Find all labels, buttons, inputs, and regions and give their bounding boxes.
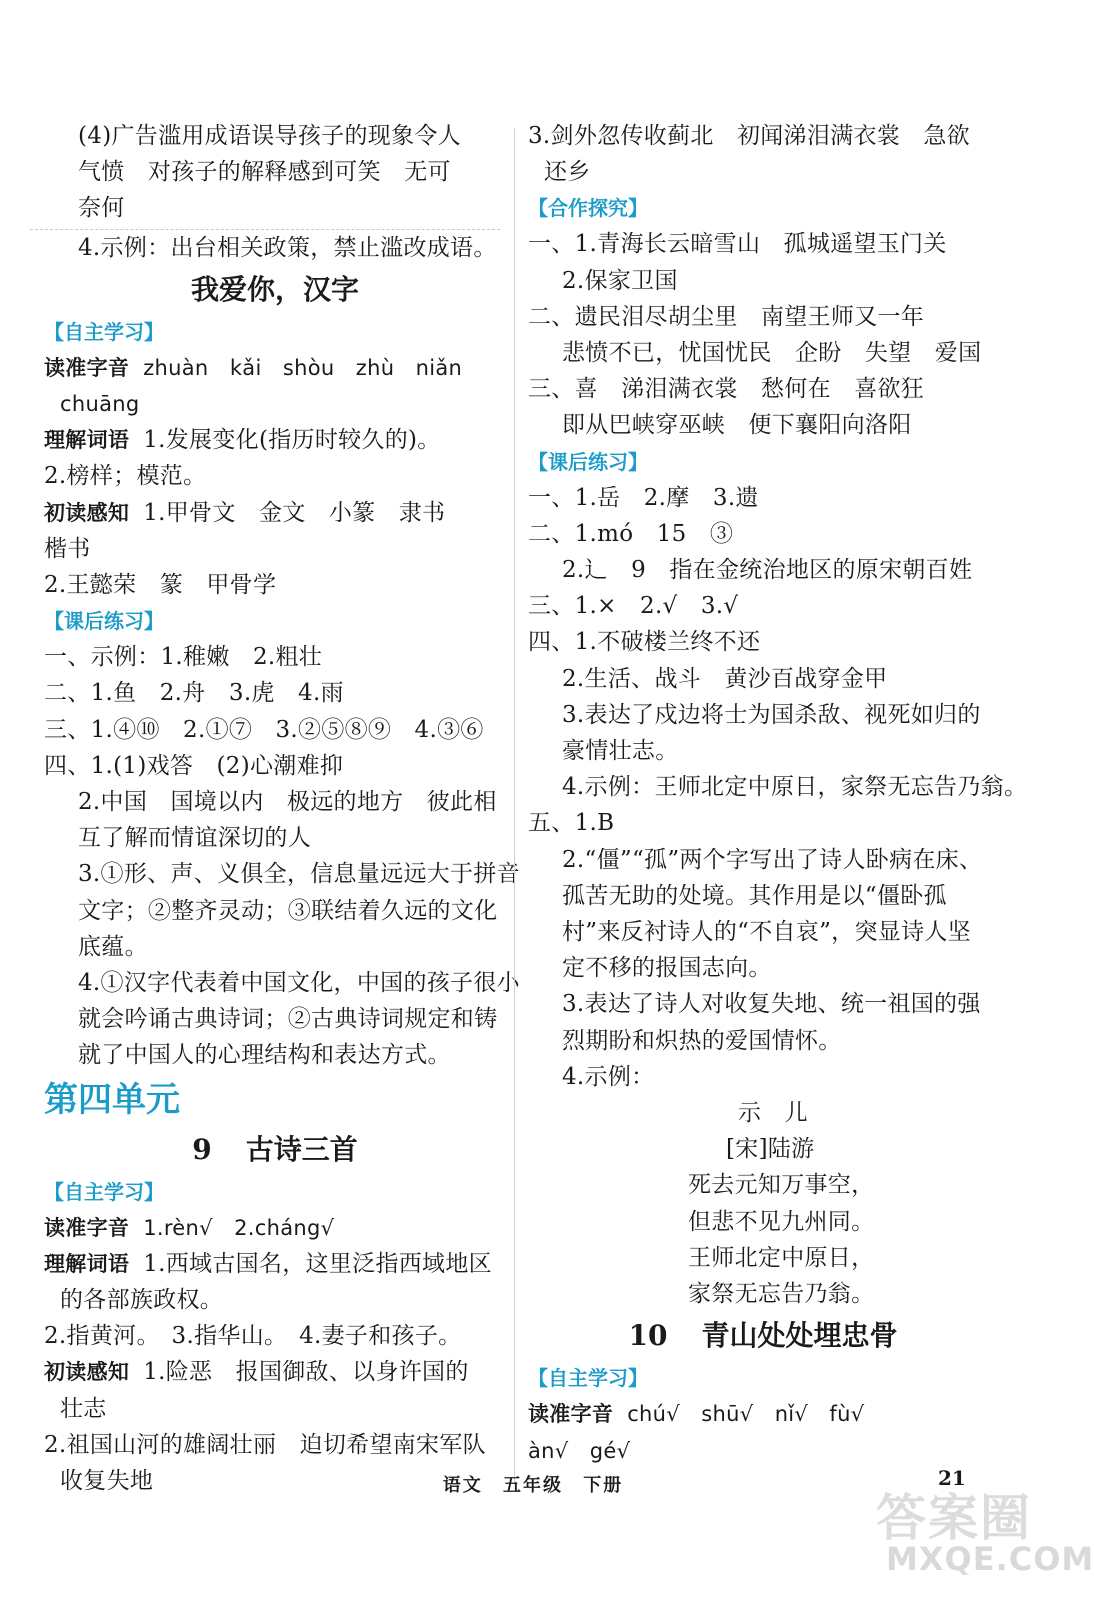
answer-line xyxy=(528,697,998,733)
answer-text: 二、1.鱼 2.舟 3.虎 4.雨 xyxy=(44,680,344,707)
footer-grade: 五年级 xyxy=(503,1475,563,1496)
answer-line xyxy=(528,299,998,335)
answer-line xyxy=(44,1354,506,1390)
answer-line xyxy=(44,1391,506,1427)
answer-line xyxy=(528,1059,998,1095)
answer-line xyxy=(44,712,506,748)
answer-text: 2.保家卫国 xyxy=(562,267,678,294)
lesson-title xyxy=(44,1126,506,1174)
answer-text: 2.指黄河。 3.指华山。 4.妻子和孩子。 xyxy=(44,1323,462,1350)
watermark-top-text: 答案圈 xyxy=(876,1489,1032,1547)
answer-line xyxy=(44,893,506,929)
answer-label: 读准字音 xyxy=(528,1402,614,1427)
answer-text: 五、1.B xyxy=(528,810,615,837)
answer-text: 2.生活、战斗 黄沙百战穿金甲 xyxy=(562,665,888,692)
answer-line xyxy=(44,929,506,965)
answer-text: 壮志 xyxy=(60,1395,107,1422)
answer-text: 1.西域古国名，这里泛指西域地区 xyxy=(143,1250,492,1277)
section-tag: 【自主学习】 xyxy=(44,1179,164,1204)
answer-line xyxy=(528,371,998,407)
answer-text: 2.榜样；模范。 xyxy=(44,463,207,490)
answer-line xyxy=(528,950,998,986)
lesson-title xyxy=(44,266,506,314)
answer-line xyxy=(44,1210,506,1246)
answer-text: 1.甲骨文 金文 小篆 隶书 xyxy=(143,499,446,526)
lesson-title-text: 青山处处埋忠骨 xyxy=(701,1319,898,1353)
answer-line xyxy=(44,190,506,226)
answer-text: 2.祖国山河的雄阔壮丽 迫切希望南宋军队 xyxy=(44,1431,486,1458)
answer-text: 互了解而情谊深切的人 xyxy=(78,825,311,852)
poem-title: 示 儿 xyxy=(738,1100,808,1127)
answer-text: 2.王懿荣 篆 甲骨学 xyxy=(44,572,277,599)
answer-text: 三、1.× 2.√ 3.√ xyxy=(528,593,739,620)
answer-line xyxy=(44,422,506,458)
answer-line xyxy=(528,1433,998,1469)
answer-text: 悲愤不已，忧国忧民 企盼 失望 爱国 xyxy=(562,340,982,367)
lesson-title xyxy=(528,1312,998,1360)
answer-text: 收复失地 xyxy=(60,1468,154,1495)
answer-text: (4)广告滥用成语误导孩子的现象令人 xyxy=(78,123,461,149)
answer-label: 初读感知 xyxy=(44,500,130,525)
answer-text: 4.示例：王师北定中原日，家祭无忘告乃翁。 xyxy=(562,774,1028,801)
answer-line xyxy=(528,1396,998,1432)
answer-text: 烈期盼和炽热的爱国情怀。 xyxy=(562,1027,842,1054)
watermark-logo xyxy=(868,1468,1094,1588)
answer-text: 孤苦无助的处境。其作用是以“僵卧孤 xyxy=(562,882,947,909)
section-tag: 【自主学习】 xyxy=(44,319,164,344)
answer-line xyxy=(528,733,998,769)
answer-text: 的各部族政权。 xyxy=(60,1287,224,1314)
answer-text: 3.剑外忽传收蓟北 初闻涕泪满衣裳 急欲 xyxy=(528,123,970,149)
answer-line xyxy=(528,407,998,443)
answer-label: 读准字音 xyxy=(44,1215,130,1240)
answer-text: 底蕴。 xyxy=(78,933,148,960)
answer-text: 2.辶 9 指在金统治地区的原宋朝百姓 xyxy=(562,557,973,584)
answer-text: 1.rèn√ 2.cháng√ xyxy=(143,1215,335,1240)
answer-line xyxy=(528,335,998,371)
answer-line xyxy=(528,480,998,516)
answer-line xyxy=(528,588,998,624)
answer-line xyxy=(528,661,998,697)
answer-line xyxy=(528,842,998,878)
answer-text: chuāng xyxy=(60,392,140,417)
answer-line xyxy=(44,1318,506,1354)
answer-line xyxy=(44,1001,506,1037)
answer-line xyxy=(44,1037,506,1073)
answer-text: 一、1.青海长云暗雪山 孤城遥望玉门关 xyxy=(528,231,947,258)
answer-text: 二、遗民泪尽胡尘里 南望王师又一年 xyxy=(528,303,925,330)
poem-line: 王师北定中原日， xyxy=(688,1244,875,1271)
poem-author: [宋]陆游 xyxy=(726,1136,815,1163)
unit-title: 第四单元 xyxy=(44,1079,180,1120)
answer-line xyxy=(44,230,506,266)
answer-text: 4.示例： xyxy=(562,1063,655,1090)
answer-line xyxy=(528,226,998,262)
answer-text: 1.险恶 报国御敌、以身许国的 xyxy=(143,1359,469,1386)
lesson-number: 10 xyxy=(628,1319,668,1353)
footer-subject: 语文 xyxy=(442,1475,483,1496)
answer-text: chú√ shū√ nǐ√ fù√ xyxy=(627,1402,865,1427)
answer-line xyxy=(44,1282,506,1318)
answer-text: 文字；②整齐灵动；③联结着久远的文化 xyxy=(78,897,498,924)
answer-text: 1.发展变化(指历时较久的)。 xyxy=(143,427,441,454)
answer-line xyxy=(528,914,998,950)
answer-text: 气愤 对孩子的解释感到可笑 无可 xyxy=(78,159,451,186)
answer-line xyxy=(44,965,520,1001)
answer-line xyxy=(44,1246,506,1282)
answer-line xyxy=(528,263,998,299)
answer-text: 4.①汉字代表着中国文化，中国的孩子很小 xyxy=(78,970,520,997)
watermark-bottom-text: MXQE.COM xyxy=(886,1540,1094,1578)
answer-line xyxy=(44,856,520,892)
column-divider xyxy=(514,128,515,1483)
answer-text: 就会吟诵古典诗词；②古典诗词规定和铸 xyxy=(78,1006,498,1033)
lesson-number: 9 xyxy=(192,1132,212,1166)
answer-line xyxy=(528,624,998,660)
answer-text: 3.表达了诗人对收复失地、统一祖国的强 xyxy=(562,991,981,1018)
answer-text: zhuàn kǎi shòu zhù niǎn xyxy=(143,355,463,380)
answer-label: 读准字音 xyxy=(44,355,130,380)
answer-text: 3.①形、声、义俱全，信息量远远大于拼音 xyxy=(78,861,520,888)
answer-text: 还乡 xyxy=(544,159,591,186)
answer-line xyxy=(44,154,506,190)
poem-line: 家祭无忘告乃翁。 xyxy=(688,1281,875,1308)
answer-line xyxy=(44,1427,506,1463)
answer-line xyxy=(528,154,998,190)
answer-text: 村”来反衬诗人的“不自哀”，突显诗人坚 xyxy=(562,919,971,946)
poem-line: 但悲不见九州同。 xyxy=(688,1208,875,1235)
answer-text: 一、示例：1.稚嫩 2.粗壮 xyxy=(44,644,323,671)
page-number: 21 xyxy=(938,1466,966,1490)
answer-line xyxy=(44,386,506,422)
answer-label: 理解词语 xyxy=(44,1251,130,1276)
answer-line xyxy=(528,769,1028,805)
answer-line xyxy=(44,495,506,531)
footer-volume: 下册 xyxy=(583,1475,624,1496)
answer-text: àn√ gé√ xyxy=(528,1438,631,1463)
answer-label: 初读感知 xyxy=(44,1360,130,1385)
answer-line xyxy=(528,552,998,588)
answer-line xyxy=(44,458,506,494)
answer-text: 三、1.④⑩ 2.①⑦ 3.②⑤⑧⑨ 4.③⑥ xyxy=(44,716,484,743)
answer-text: 豪情壮志。 xyxy=(562,738,679,765)
answer-line xyxy=(44,820,506,856)
answer-text: 一、1.岳 2.摩 3.遗 xyxy=(528,484,759,511)
answer-line xyxy=(44,639,506,675)
answer-line xyxy=(528,986,998,1022)
section-tag: 【课后练习】 xyxy=(44,609,164,634)
answer-text: 即从巴峡穿巫峡 便下襄阳向洛阳 xyxy=(562,412,912,439)
answer-line xyxy=(528,118,998,154)
answer-text: 二、1.mó 15 ③ xyxy=(528,520,734,547)
answer-text: 定不移的报国志向。 xyxy=(562,955,772,982)
answer-line xyxy=(44,350,506,386)
answer-text: 四、1.不破楼兰终不还 xyxy=(528,629,761,656)
answer-text: 3.表达了戍边将士为国杀敌、视死如归的 xyxy=(562,701,981,728)
answer-text: 2.中国 国境以内 极远的地方 彼此相 xyxy=(78,789,497,816)
answer-line xyxy=(528,1023,998,1059)
answer-line xyxy=(44,748,506,784)
section-tag: 【合作探究】 xyxy=(528,196,648,221)
answer-text: 2.“僵”“孤”两个字写出了诗人卧病在床、 xyxy=(562,846,983,873)
answer-line xyxy=(44,675,506,711)
answer-line xyxy=(44,567,506,603)
answer-text: 4.示例：出台相关政策，禁止滥改成语。 xyxy=(78,234,497,261)
section-tag: 【自主学习】 xyxy=(528,1366,648,1391)
answer-text: 就了中国人的心理结构和表达方式。 xyxy=(78,1042,451,1069)
left-column xyxy=(44,118,520,1499)
answer-line xyxy=(44,784,506,820)
answer-line xyxy=(528,516,998,552)
poem-line: 死去元知万事空， xyxy=(688,1172,875,1199)
answer-text: 三、喜 涕泪满衣裳 愁何在 喜欲狂 xyxy=(528,376,925,403)
answer-text: 四、1.(1)戏答 (2)心潮难抑 xyxy=(44,752,344,779)
answer-text: 楷书 xyxy=(44,535,91,562)
answer-line xyxy=(528,878,998,914)
answer-label: 理解词语 xyxy=(44,428,130,453)
lesson-title-text: 古诗三首 xyxy=(245,1132,358,1166)
answer-text: 奈何 xyxy=(78,195,125,222)
lesson-title-text: 我爱你，汉字 xyxy=(190,272,359,306)
answer-line xyxy=(44,118,506,154)
answer-line xyxy=(44,531,506,567)
right-column xyxy=(528,118,1028,1469)
section-tag: 【课后练习】 xyxy=(528,449,648,474)
answer-line xyxy=(528,805,998,841)
